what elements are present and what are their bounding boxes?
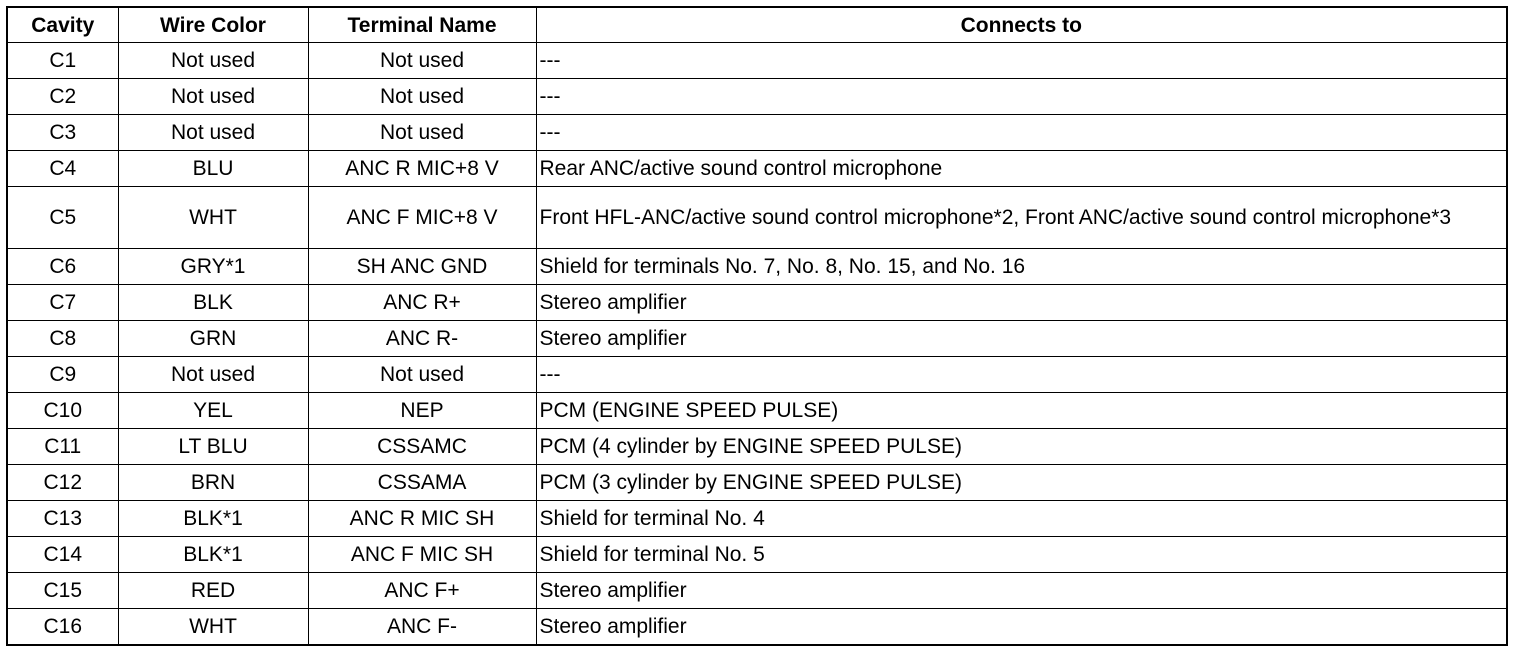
wire-color-cell: GRY*1	[118, 249, 308, 285]
wire-color-cell: Not used	[118, 79, 308, 115]
table-row	[7, 501, 1507, 537]
connects-to-cell: Stereo amplifier	[536, 285, 1507, 321]
connects-to-cell: Stereo amplifier	[536, 321, 1507, 357]
terminal-name-cell: NEP	[308, 393, 536, 429]
header-cavity: Cavity	[7, 7, 118, 43]
wire-color-cell: RED	[118, 573, 308, 609]
header-wire-color: Wire Color	[118, 7, 308, 43]
table-row	[7, 79, 1507, 115]
wire-color-cell: BLK*1	[118, 501, 308, 537]
connects-to-cell: PCM (3 cylinder by ENGINE SPEED PULSE)	[536, 465, 1507, 501]
table-row	[7, 357, 1507, 393]
connects-to-cell: PCM (ENGINE SPEED PULSE)	[536, 393, 1507, 429]
terminal-name-cell: ANC R-	[308, 321, 536, 357]
terminal-name-cell: Not used	[308, 115, 536, 151]
cavity-cell: C12	[7, 465, 118, 501]
wire-color-cell: WHT	[118, 187, 308, 249]
connects-to-cell: Front HFL-ANC/active sound control microphone*2, Front ANC/active sound control microphone*3	[536, 187, 1507, 249]
cavity-cell: C2	[7, 79, 118, 115]
cavity-cell: C7	[7, 285, 118, 321]
terminal-name-cell: ANC F MIC SH	[308, 537, 536, 573]
wire-color-cell: Not used	[118, 357, 308, 393]
terminal-name-cell: SH ANC GND	[308, 249, 536, 285]
table-row	[7, 43, 1507, 79]
table-row	[7, 115, 1507, 151]
wire-color-cell: BLU	[118, 151, 308, 187]
cavity-cell: C15	[7, 573, 118, 609]
wire-color-cell: GRN	[118, 321, 308, 357]
wire-color-cell: BLK	[118, 285, 308, 321]
table-row	[7, 187, 1507, 249]
wire-color-cell: BLK*1	[118, 537, 308, 573]
table-row	[7, 465, 1507, 501]
cavity-cell: C1	[7, 43, 118, 79]
table-row	[7, 249, 1507, 285]
cavity-cell: C6	[7, 249, 118, 285]
cavity-cell: C4	[7, 151, 118, 187]
terminal-name-cell: ANC R MIC+8 V	[308, 151, 536, 187]
wire-color-cell: LT BLU	[118, 429, 308, 465]
connects-to-cell: ---	[536, 79, 1507, 115]
table-row	[7, 429, 1507, 465]
connects-to-cell: ---	[536, 43, 1507, 79]
cavity-cell: C9	[7, 357, 118, 393]
connects-to-cell: Shield for terminal No. 5	[536, 537, 1507, 573]
terminal-name-cell: ANC R+	[308, 285, 536, 321]
header-connects-to: Connects to	[536, 7, 1507, 43]
terminal-name-cell: ANC F-	[308, 609, 536, 646]
header-terminal-name: Terminal Name	[308, 7, 536, 43]
cavity-cell: C10	[7, 393, 118, 429]
cavity-cell: C14	[7, 537, 118, 573]
connects-to-cell: Rear ANC/active sound control microphone	[536, 151, 1507, 187]
table-row	[7, 285, 1507, 321]
table-row	[7, 393, 1507, 429]
terminal-name-cell: ANC R MIC SH	[308, 501, 536, 537]
connects-to-cell: ---	[536, 115, 1507, 151]
terminal-name-cell: ANC F MIC+8 V	[308, 187, 536, 249]
table-row	[7, 609, 1507, 646]
cavity-cell: C11	[7, 429, 118, 465]
terminal-name-cell: Not used	[308, 357, 536, 393]
connects-to-cell: Stereo amplifier	[536, 573, 1507, 609]
wire-color-cell: Not used	[118, 43, 308, 79]
cavity-cell: C5	[7, 187, 118, 249]
connects-to-cell: Shield for terminals No. 7, No. 8, No. 15, and No. 16	[536, 249, 1507, 285]
wire-color-cell: BRN	[118, 465, 308, 501]
table-row	[7, 573, 1507, 609]
table-header	[7, 7, 1507, 43]
table-row	[7, 151, 1507, 187]
header-row	[7, 7, 1507, 43]
table-body	[7, 43, 1507, 646]
terminal-name-cell: Not used	[308, 43, 536, 79]
wire-color-cell: Not used	[118, 115, 308, 151]
connects-to-cell: Shield for terminal No. 4	[536, 501, 1507, 537]
connects-to-cell: Stereo amplifier	[536, 609, 1507, 646]
wire-color-cell: YEL	[118, 393, 308, 429]
cavity-cell: C16	[7, 609, 118, 646]
wire-color-cell: WHT	[118, 609, 308, 646]
terminal-name-cell: Not used	[308, 79, 536, 115]
terminal-name-cell: CSSAMA	[308, 465, 536, 501]
cavity-cell: C13	[7, 501, 118, 537]
cavity-cell: C8	[7, 321, 118, 357]
connector-pinout-table	[6, 6, 1508, 646]
terminal-name-cell: ANC F+	[308, 573, 536, 609]
connects-to-cell: ---	[536, 357, 1507, 393]
cavity-cell: C3	[7, 115, 118, 151]
terminal-name-cell: CSSAMC	[308, 429, 536, 465]
table-row	[7, 537, 1507, 573]
connects-to-cell: PCM (4 cylinder by ENGINE SPEED PULSE)	[536, 429, 1507, 465]
table-row	[7, 321, 1507, 357]
